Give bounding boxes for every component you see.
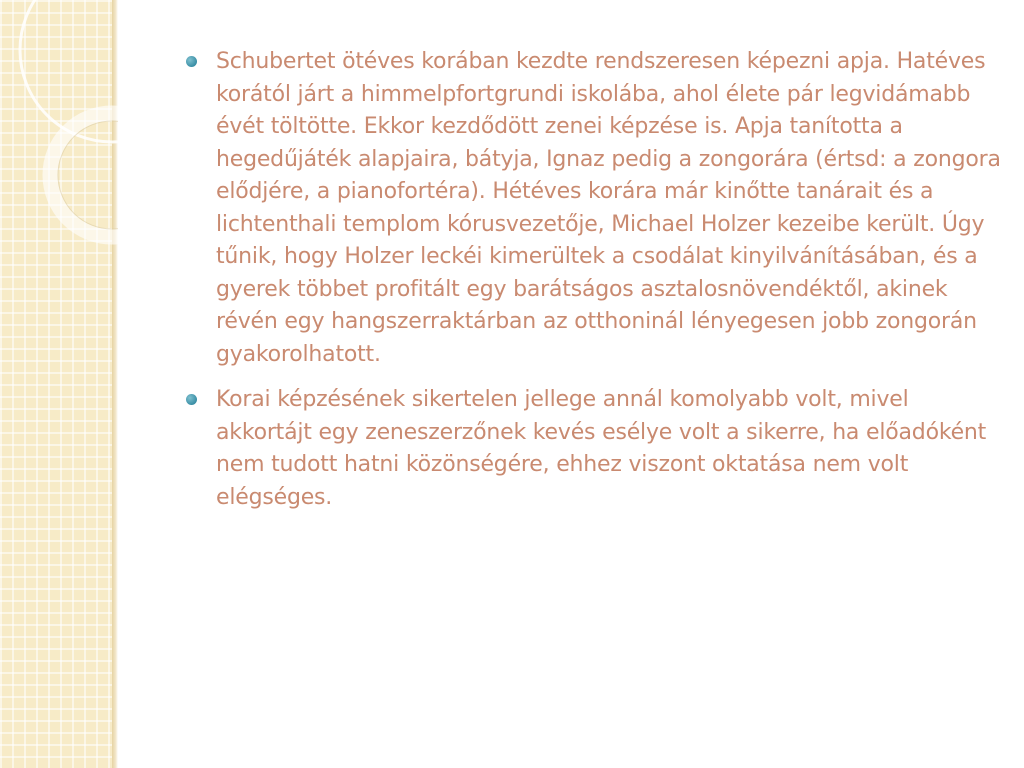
bullet-item [186,384,1001,514]
bullet-list [186,46,1001,514]
slide-content [186,46,1001,527]
bullet-text: Korai képzésének sikertelen jellege annál komolyabb volt, mivel akkortájt egy zeneszerzőnek kevés esélye volt a sikerre, ha előadóként nem tudott hatni közönségére, ehhez viszont oktatása nem volt elégséges. [216,387,987,510]
bullet-text: Schubertet ötéves korában kezdte rendszeresen képezni apja. Hatéves korától járt a himmelpfortgrundi iskolába, ahol élete pár legvidámabb évét töltötte. Ekkor kezdődött zenei képzése is. Apja tanította a hegedűjáték alapjaira, bátyja, Ignaz pedig a zongorára (értsd: a zongora elődjére, a pianofortéra). Hétéves korára már kinőtte tanárait és a lichtenthali templom kórusvezetője, Michael Holzer kezeibe került. Úgy tűnik, hogy Holzer leckéi kimerültek a csodálat kinyilvánításában, és a gyerek többet profitált egy barátságos asztalosnövendéktől, akinek révén egy hangszerraktárban az otthoninál lényegesen jobb zongorán gyakorolhatott. [216,49,1001,367]
decorative-side-panel [0,0,112,768]
bullet-icon [186,56,197,67]
bullet-icon [186,394,197,405]
side-panel-edge [112,0,118,768]
bullet-item [186,46,1001,371]
